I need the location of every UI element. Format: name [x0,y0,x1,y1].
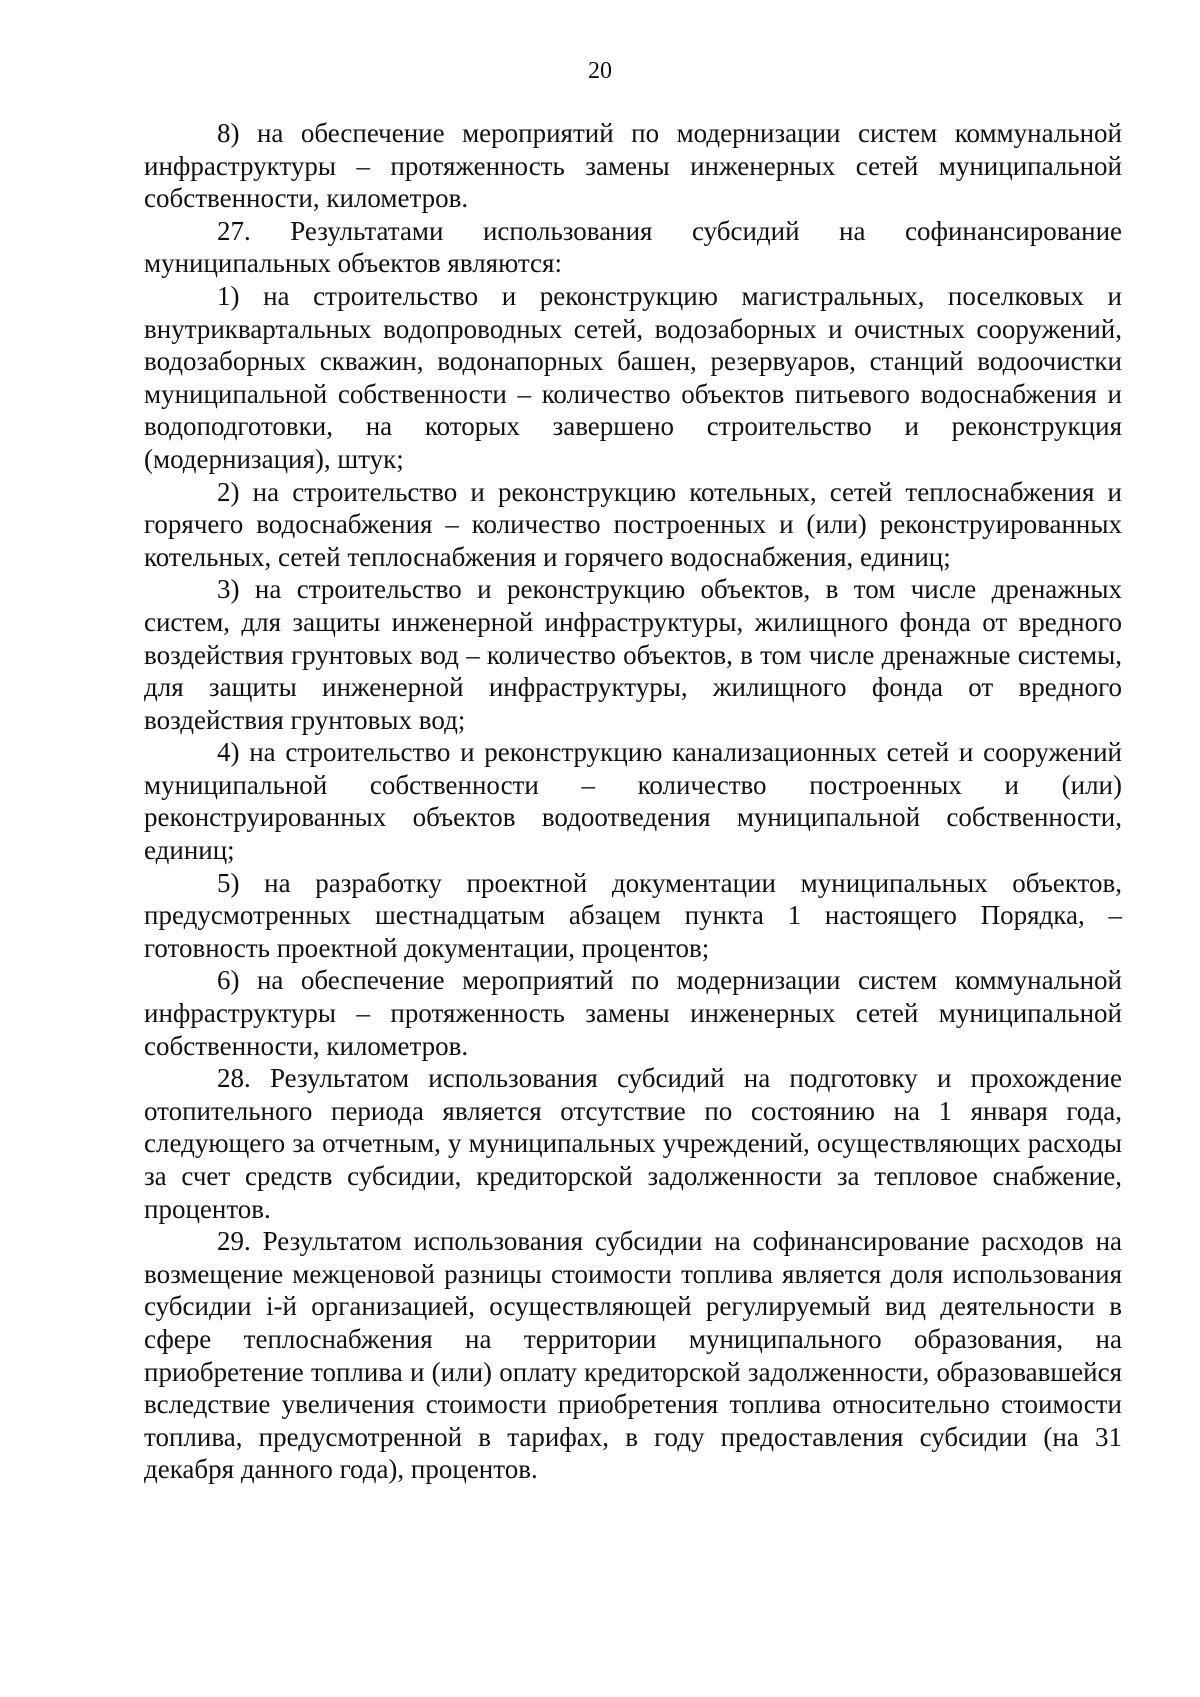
paragraph-item-1: 1) на строительство и реконструкцию магистральных, поселковых и внутриквартальных водопроводных сетей, водозаборных и очистных сооружений, водозаборных скважин, водонапорных башен, резервуаров, станций водоочистки муниципальной собственности – количество объектов питьевого водоснабжения и водоподготовки, на которых завершено строительство и реконструкция (модернизация), штук; [144,280,1122,474]
paragraph-clause-28: 28. Результатом использования субсидий на подготовку и прохождение отопительного периода является отсутствие по состоянию на 1 января года, следующего за отчетным, у муниципальных учреждений, осуществляющих расходы за счет средств субсидии, кредиторской задолженности за тепловое снабжение, процентов. [144,1063,1122,1224]
paragraph-item-2: 2) на строительство и реконструкцию котельных, сетей теплоснабжения и горячего водоснабжения – количество построенных и (или) реконструированных котельных, сетей теплоснабжения и горячего водоснабжения, единиц; [144,476,1122,572]
paragraph-item-6: 6) на обеспечение мероприятий по модернизации систем коммунальной инфраструктуры – протяженность замены инженерных сетей муниципальной собственности, километров. [144,965,1122,1061]
paragraph-item-3: 3) на строительство и реконструкцию объектов, в том числе дренажных систем, для защиты инженерной инфраструктуры, жилищного фонда от вредного воздействия грунтовых вод – количество объектов, в том числе дренажные системы, для защиты инженерной инфраструктуры, жилищного фонда от вредного воздействия грунтовых вод; [144,574,1122,735]
page-number: 20 [588,58,612,84]
document-body [144,117,1122,1486]
paragraph-clause-29: 29. Результатом использования субсидии на софинансирование расходов на возмещение межценовой разницы стоимости топлива является доля использования субсидии i-й организацией, осуществляющей регулируемый вид деятельности в сфере теплоснабжения на территории муниципального образования, на приобретение топлива и (или) оплату кредиторской задолженности, образовавшейся вследствие увеличения стоимости приобретения топлива относительно стоимости топлива, предусмотренной в тарифах, в году предоставления субсидии (на 31 декабря данного года), процентов. [144,1226,1122,1485]
paragraph-item-5: 5) на разработку проектной документации муниципальных объектов, предусмотренных шестнадцатым абзацем пункта 1 настоящего Порядка, – готовность проектной документации, процентов; [144,867,1122,963]
paragraph-clause-27: 27. Результатами использования субсидий на софинансирование муниципальных объектов являются: [144,215,1122,279]
paragraph-item-8: 8) на обеспечение мероприятий по модернизации систем коммунальной инфраструктуры – протяженность замены инженерных сетей муниципальной собственности, километров. [144,118,1122,214]
paragraph-item-4: 4) на строительство и реконструкцию канализационных сетей и сооружений муниципальной собственности – количество построенных и (или) реконструированных объектов водоотведения муниципальной собственности, единиц; [144,737,1122,866]
